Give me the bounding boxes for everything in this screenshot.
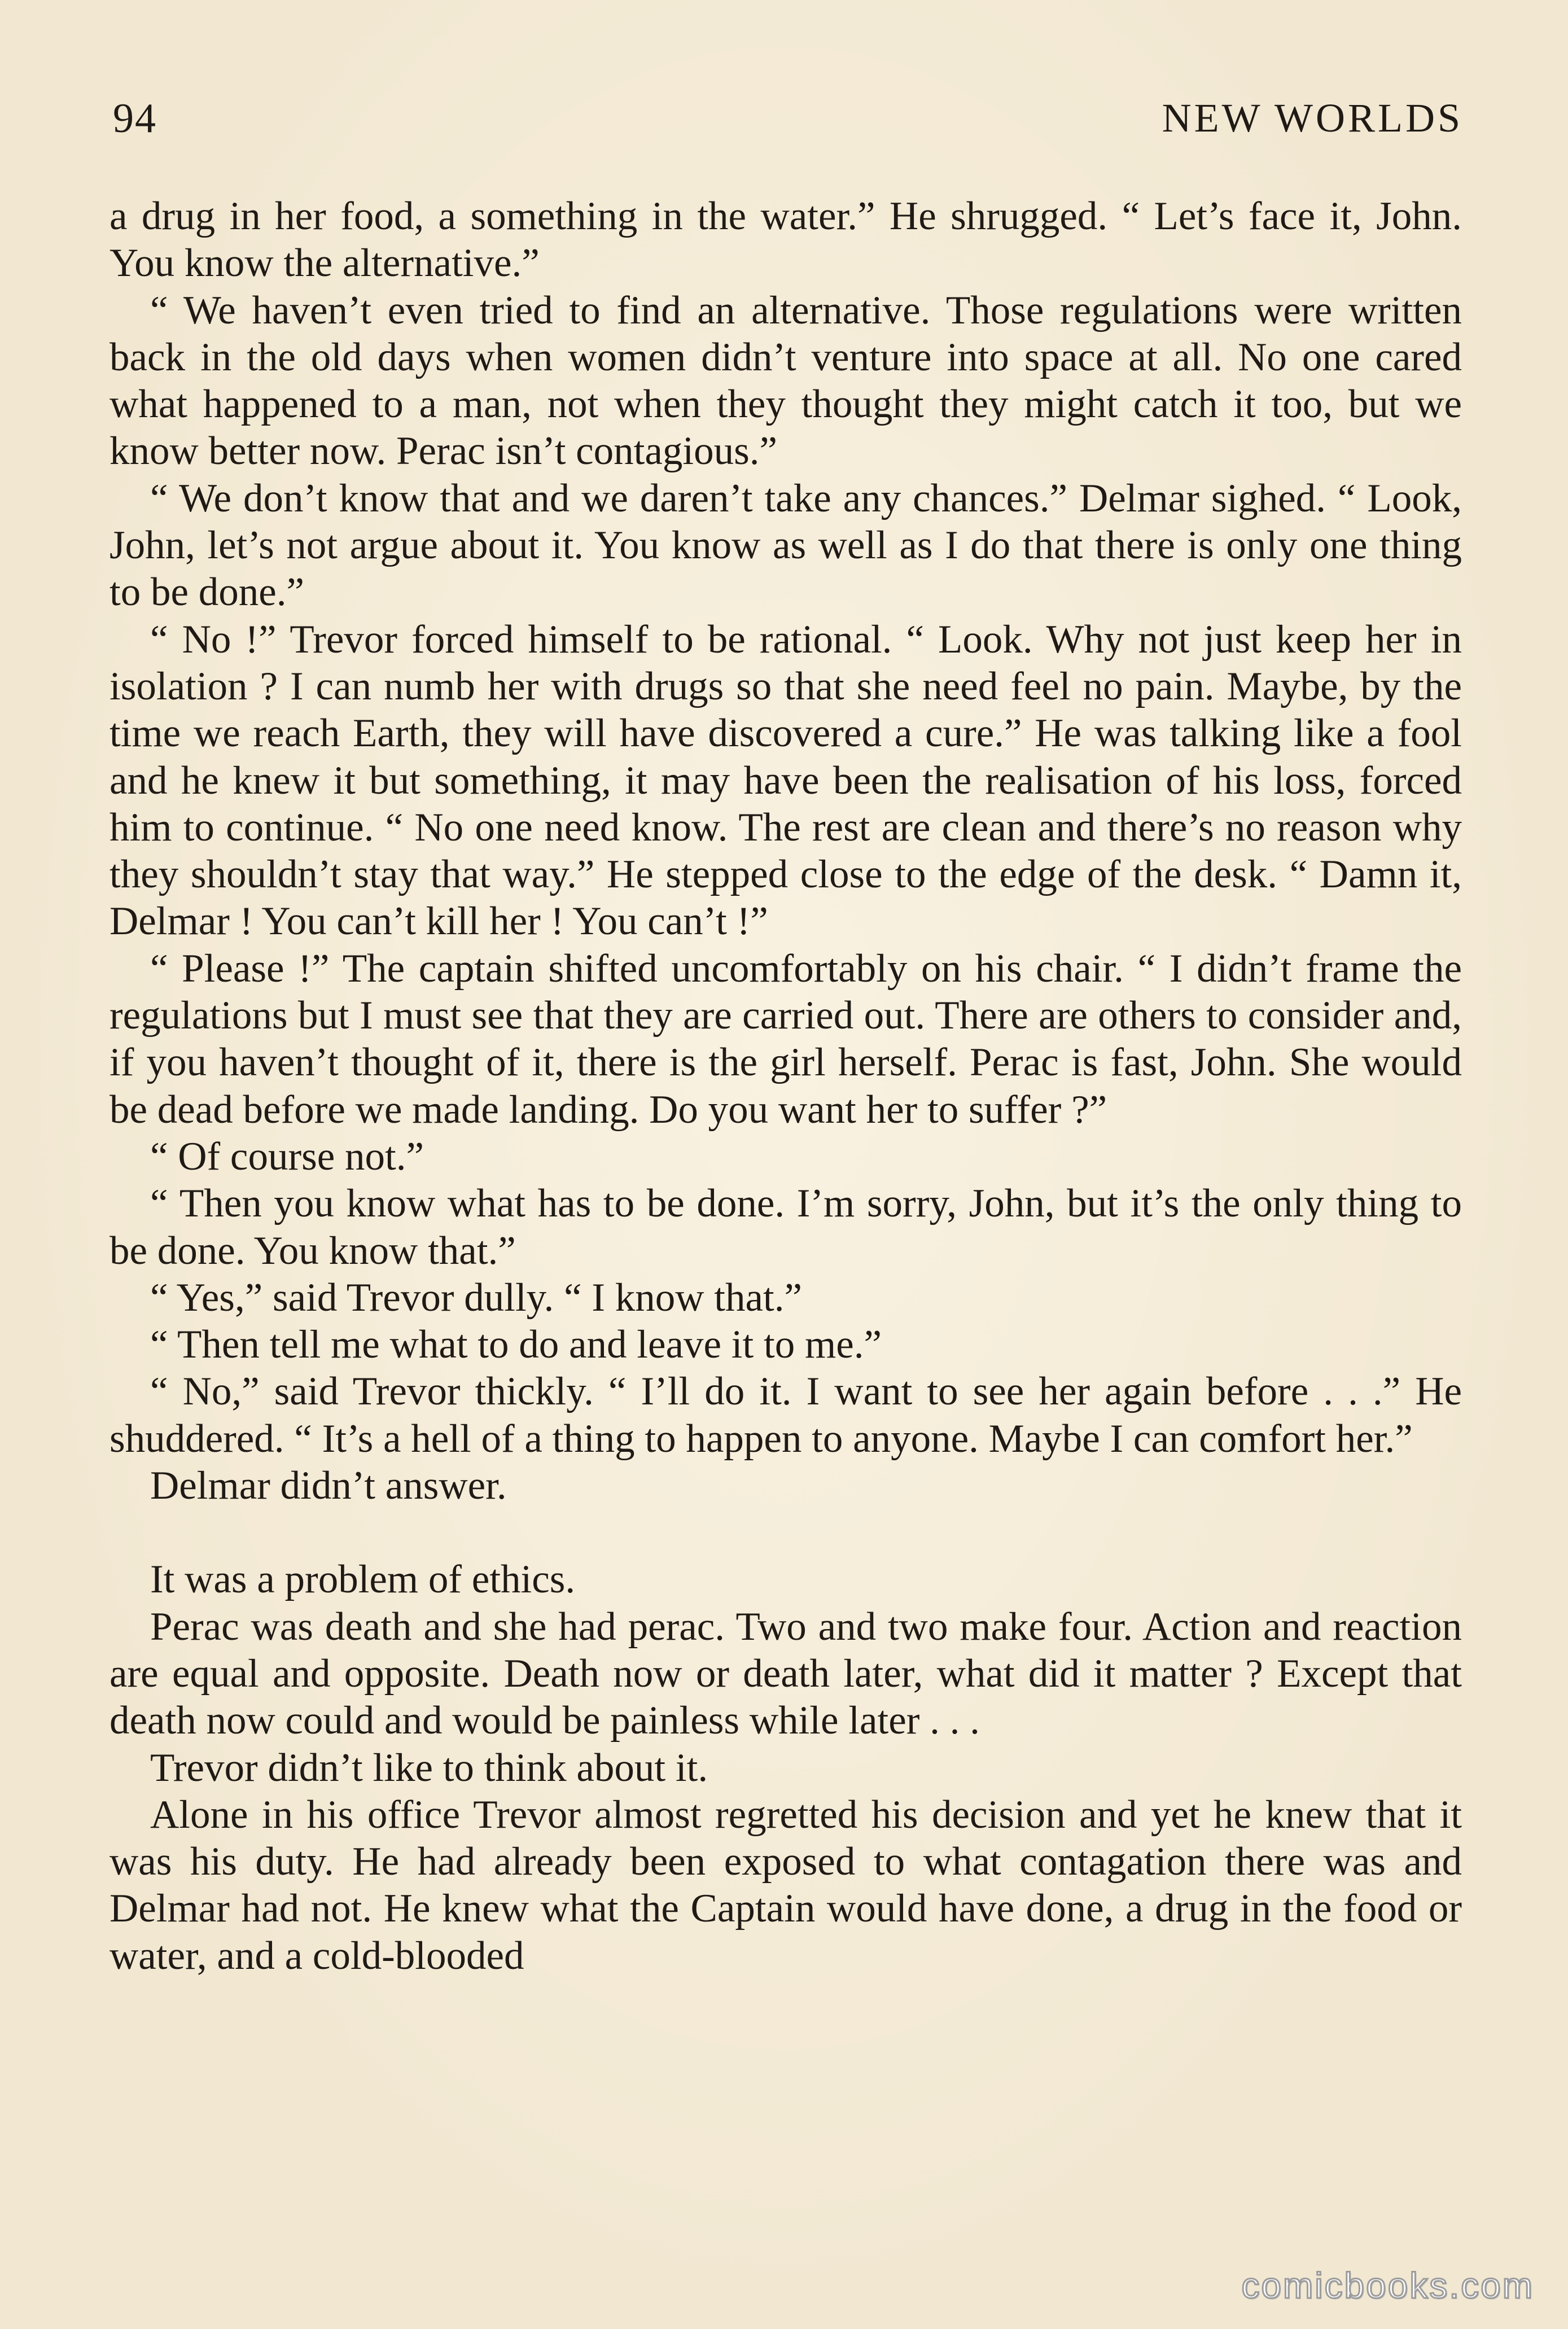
page-number: 94 [113,95,157,142]
body-text [110,193,1462,1980]
paragraph: “ No,” said Trevor thickly. “ I’ll do it. I want to see her again before . . .” He shuddered. “ It’s a hell of a thing to happen to anyone. Maybe I can comfort her.” [110,1369,1462,1461]
running-head: NEW WORLDS [1162,95,1463,141]
paragraph: Alone in his office Trevor almost regretted his decision and yet he knew that it was his duty. He had already been exposed to what contagation there was and Delmar had not. He knew what the Captain would have done, a drug in the food or water, and a cold-blooded [110,1792,1462,1978]
paragraph: “ Then tell me what to do and leave it to me.” [150,1323,882,1367]
paragraph: “ Of course not.” [150,1134,424,1179]
paragraph: “ We don’t know that and we daren’t take any chances.” Delmar sighed. “ Look, John, let’s not argue about it. You know as well as I do that there is only one thing to be done.” [110,476,1462,615]
paragraph: “ We haven’t even tried to find an alternative. Those regulations were written back in the old days when women didn’t venture into space at all. No one cared what happened to a man, not when they thought they might catch it too, but we know better now. Perac isn’t contagious.” [110,288,1462,474]
paragraph: It was a problem of ethics. [150,1557,576,1602]
paragraph: a drug in her food, a something in the water.” He shrugged. “ Let’s face it, John. You know the alternative.” [110,194,1462,286]
page-header [113,95,1463,157]
paragraph: “ Please !” The captain shifted uncomfortably on his chair. “ I didn’t frame the regulations but I must see that they are carried out. There are others to consider and, if you haven’t thought of it, there is the girl herself. Perac is fast, John. She would be dead before we made landing. Do you want her to suffer ?” [110,946,1462,1132]
paragraph: “ No !” Trevor forced himself to be rational. “ Look. Why not just keep her in isolation ? I can numb her with drugs so that she need feel no pain. Maybe, by the time we reach Earth, they will have discovered a cure.” He was talking like a fool and he knew it but something, it may have been the realisation of his loss, forced him to continue. “ No one need know. The rest are clean and there’s no reason why they shouldn’t stay that way.” He stepped close to the edge of the desk. “ Damn it, Delmar ! You can’t kill her ! You can’t !” [110,617,1462,944]
paragraph: Perac was death and she had perac. Two and two make four. Action and reaction are equal and opposite. Death now or death later, what did it matter ? Except that death now could and would be painless while later . . . [110,1604,1462,1743]
paragraph: “ Then you know what has to be done. I’m sorry, John, but it’s the only thing to be done. You know that.” [110,1181,1462,1273]
paragraph: “ Yes,” said Trevor dully. “ I know that.” [150,1275,802,1320]
watermark: comicbooks.com [1241,2265,1534,2306]
paragraph: Trevor didn’t like to think about it. [150,1745,708,1790]
paragraph: Delmar didn’t answer. [150,1464,507,1508]
